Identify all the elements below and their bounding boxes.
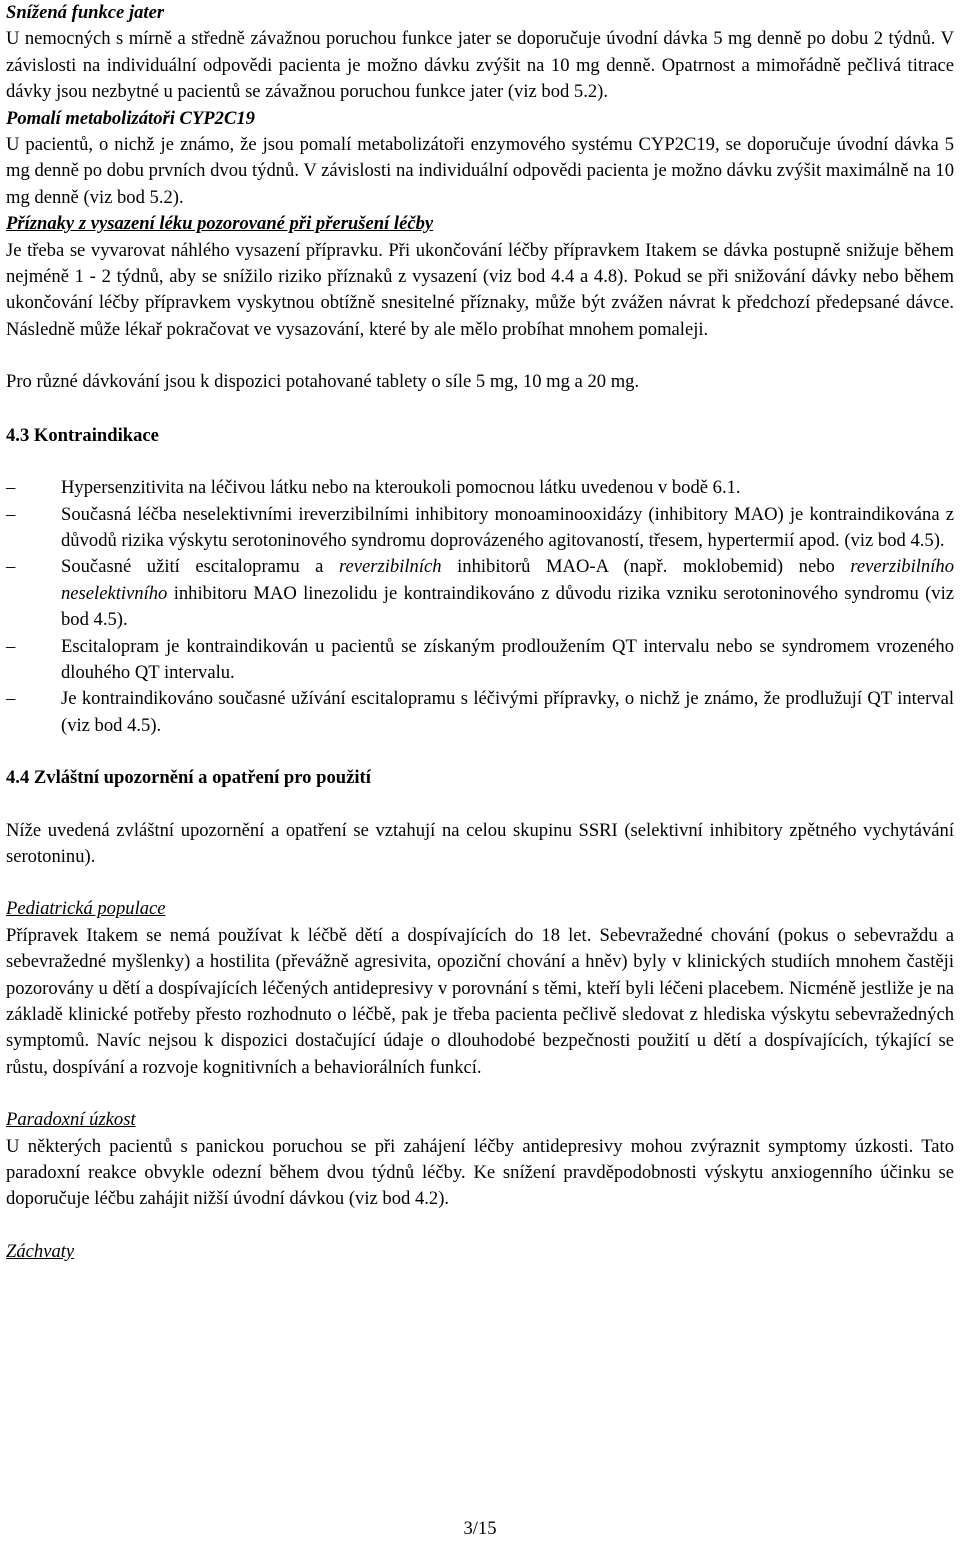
list-item-emphasis: reverzibilních bbox=[338, 556, 442, 578]
pediatric-heading: Pediatrická populace bbox=[6, 898, 166, 920]
list-item-text: Hypersenzitivita na léčivou látku nebo na kteroukoli pomocnou látku uvedenou v bodě 6.1. bbox=[61, 477, 741, 499]
list-item bbox=[6, 554, 954, 633]
list-item-text: Escitalopram je kontraindikován u pacientů se získaným prodloužením QT intervalu nebo se syndromem vrozeného dlouhého QT intervalu. bbox=[61, 635, 954, 683]
list-item bbox=[6, 502, 954, 555]
withdrawal-text: Je třeba se vyvarovat náhlého vysazení přípravku. Při ukončování léčby přípravkem Itakem se dávka postupně snižuje během nejméně 1 - 2 týdnů, aby se snížilo riziko příznaků z vysazení (viz bod 4.4 a 4.8). Pokud se při snižování dávky nebo během ukončování léčby přípravkem vyskytnou obtížně snesitelné příznaky, může být zvážen návrat k předchozí předepsané dávce. Následně může lékař pokračovat ve vysazování, které by ale mělo probíhat mnohem pomaleji. bbox=[6, 239, 954, 340]
dash-bullet: – bbox=[6, 688, 16, 710]
seizures-heading: Záchvaty bbox=[6, 1240, 75, 1262]
cyp-text: U pacientů, o nichž je známo, že jsou pomalí metabolizátoři enzymového systému CYP2C19, se doporučuje úvodní dávka 5 mg denně po dobu prvních dvou týdnů. V závislosti na individuální odpovědi pacienta je možno dávku zvýšit maximálně na 10 mg denně (viz bod 5.2). bbox=[6, 134, 954, 208]
contraindications-list bbox=[6, 475, 954, 739]
dash-bullet: – bbox=[6, 477, 16, 499]
dash-bullet: – bbox=[6, 503, 16, 525]
list-item-text: Je kontraindikováno současné užívání escitalopramu s léčivými přípravky, o nichž je známo, že prodlužují QT interval (viz bod 4.5). bbox=[61, 688, 954, 736]
withdrawal-heading: Příznaky z vysazení léku pozorované při přerušení léčby bbox=[6, 213, 434, 235]
list-item bbox=[6, 634, 954, 687]
page-number: 3/15 bbox=[463, 1518, 497, 1539]
list-item-emphasis: reverzibilního neselektivního bbox=[61, 556, 954, 604]
list-item bbox=[6, 686, 954, 739]
availability-text: Pro různé dávkování jsou k dispozici potahované tablety o síle 5 mg, 10 mg a 20 mg. bbox=[6, 371, 640, 393]
warnings-intro: Níže uvedená zvláštní upozornění a opatření se vztahují na celou skupinu SSRI (selektivní inhibitory zpětného vychytávání serotoninu). bbox=[6, 819, 954, 867]
list-item-text: Současná léčba neselektivními ireverzibilními inhibitory monoaminooxidázy (inhibitory MAO) je kontraindikována z důvodů rizika výskytu serotoninového syndromu doprovázeného agitovaností, třesem, hypertermií apod. (viz bod 4.5). bbox=[61, 503, 954, 551]
hepatic-heading: Snížená funkce jater bbox=[6, 2, 165, 23]
dash-bullet: – bbox=[6, 635, 16, 657]
list-item-text: inhibitorů MAO-A (např. moklobemid) nebo bbox=[441, 556, 851, 578]
anxiety-text: U některých pacientů s panickou poruchou se při zahájení léčby antidepresivy mohou zvýraznit symptomy úzkosti. Tato paradoxní reakce obvykle odezní během dvou týdnů léčby. Ke snížení pravděpodobnosti výskytu anxiogenního účinku se doporučuje léčbu zahájit nižší úvodní dávkou (viz bod 4.2). bbox=[6, 1135, 954, 1210]
dash-bullet: – bbox=[6, 556, 16, 578]
list-item-text: Současné užití escitalopramu a bbox=[61, 556, 339, 578]
warnings-heading: 4.4 Zvláštní upozornění a opatření pro použití bbox=[6, 767, 371, 789]
hepatic-text: U nemocných s mírně a středně závažnou poruchou funkce jater se doporučuje úvodní dávka 5 mg denně po dobu 2 týdnů. V závislosti na individuální odpovědi pacienta je možno dávku zvýšit na 10 mg denně. Opatrnost a mimořádně pečlivá titrace dávky jsou nezbytné u pacientů se závažnou poruchou funkce jater (viz bod 5.2). bbox=[6, 28, 954, 103]
list-item-text: inhibitoru MAO linezolidu je kontraindikováno z důvodu rizika vzniku serotoninového syndromu (viz bod 4.5). bbox=[61, 582, 954, 631]
contraindications-heading: 4.3 Kontraindikace bbox=[6, 424, 159, 446]
cyp-heading: Pomalí metabolizátoři CYP2C19 bbox=[6, 107, 255, 129]
anxiety-heading: Paradoxní úzkost bbox=[6, 1109, 136, 1131]
pediatric-text: Přípravek Itakem se nemá používat k léčbě dětí a dospívajících do 18 let. Sebevražedné chování (pokus o sebevraždu a sebevražedné myšlenky) a hostilita (převážně agresivita, opoziční chování a hněv) byly v klinických studiích mnohem častěji pozorovány u dětí a dospívajících léčených antidepresivy v porovnání s těmi, kteří byli léčeni placebem. Nicméně jestliže je na základě klinické potřeby přesto rozhodnuto o léčbě, pak je třeba pacienta pečlivě sledovat z hlediska výskytu sebevražedných symptomů. Navíc nejsou k dispozici dostačující údaje o dlouhodobé bezpečnosti použití u dětí a dospívajících, týkající se růstu, dospívání a rozvoje kognitivních a behaviorálních funkcí. bbox=[6, 924, 954, 1078]
list-item bbox=[6, 475, 954, 501]
